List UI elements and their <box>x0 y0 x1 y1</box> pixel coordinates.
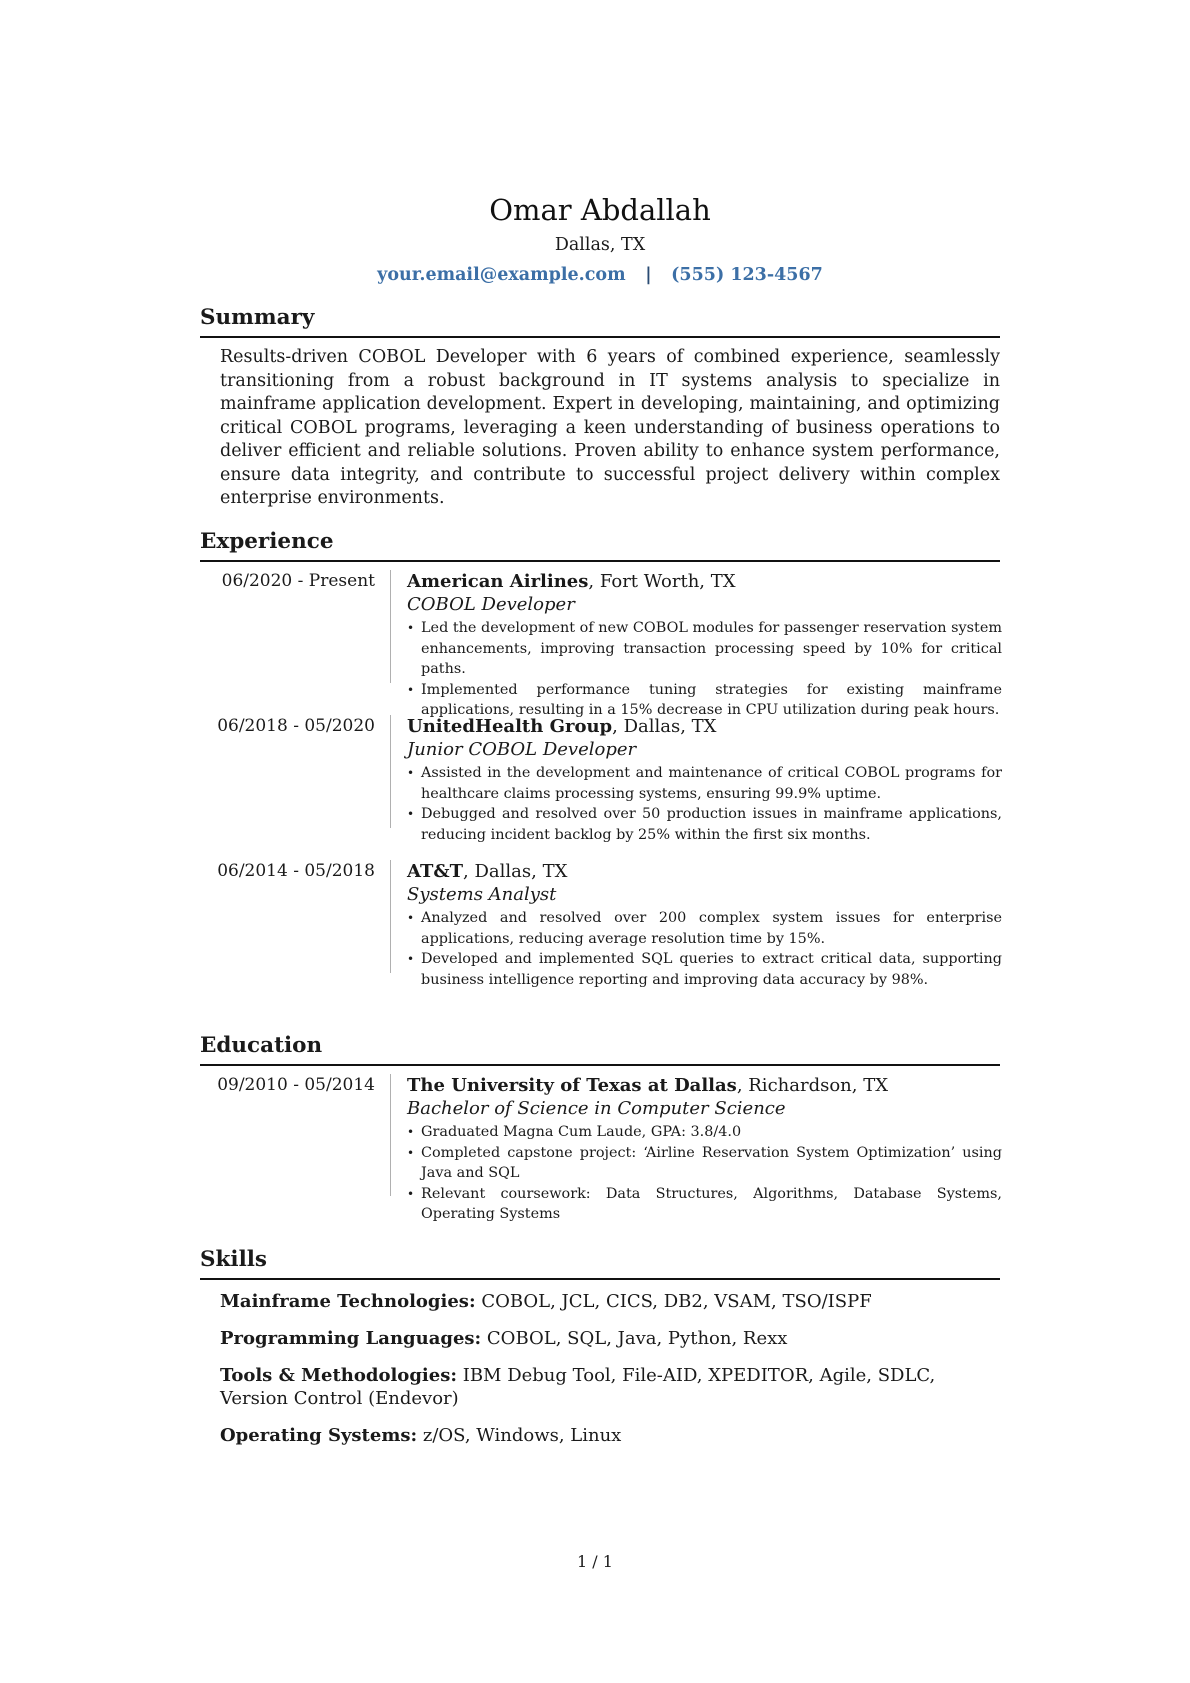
email-link[interactable]: your.email@example.com <box>377 265 626 285</box>
experience-section <box>200 528 1002 988</box>
timeline-divider <box>390 570 391 683</box>
contact-line <box>200 262 1000 288</box>
page-number: 1 / 1 <box>577 1552 613 1571</box>
skill-row <box>220 1290 1000 1313</box>
bullet-item: • Completed capstone project: ‘Airline Reservation System Optimization’ using Java and SQL <box>407 1143 1002 1184</box>
skill-row <box>220 1424 1000 1447</box>
skills-list <box>220 1290 1000 1447</box>
bullet-item: • Debugged and resolved over 50 production issues in mainframe applications, reducing incident backlog by 25% within the first six months. <box>407 804 1002 845</box>
section-title-summary: Summary <box>200 304 1000 338</box>
skill-label: Operating Systems: <box>220 1425 418 1446</box>
resume-header <box>200 190 1000 288</box>
organization-location: , Dallas, TX <box>612 716 717 737</box>
organization-name: American Airlines <box>407 571 589 592</box>
phone-link[interactable]: (555) 123-4567 <box>671 265 823 285</box>
organization-location: , Fort Worth, TX <box>588 571 736 592</box>
bullet-item: • Graduated Magna Cum Laude, GPA: 3.8/4.0 <box>407 1122 1002 1143</box>
skills-section <box>200 1246 1000 1461</box>
skill-row <box>220 1327 1000 1350</box>
entry-role: COBOL Developer <box>407 594 575 615</box>
skill-label: Tools & Methodologies: <box>220 1365 457 1386</box>
candidate-location: Dallas, TX <box>554 235 646 255</box>
summary-text: Results-driven COBOL Developer with 6 years of combined experience, seamlessly transitioning from a robust background in IT systems analysis to specialize in mainframe application development. Expert in developing, maintaining, and optimizing critical COBOL programs, leveraging a keen understanding of business operations to deliver efficient and reliable solutions. Proven ability to enhance system performance, ensure data integrity, and contribute to successful project delivery within complex enterprise environments. <box>220 347 1000 508</box>
timeline-divider <box>390 860 391 973</box>
entry-date: 06/2018 - 05/2020 <box>217 716 375 736</box>
entry-role: Bachelor of Science in Computer Science <box>407 1098 786 1119</box>
skill-value: IBM Debug Tool, File-AID, XPEDITOR, Agile, SDLC, Version Control (Endevor) <box>220 1365 936 1409</box>
timeline-divider <box>390 1074 391 1196</box>
section-title-experience: Experience <box>200 528 1000 562</box>
entry-role: Systems Analyst <box>407 884 557 905</box>
skill-value: COBOL, JCL, CICS, DB2, VSAM, TSO/ISPF <box>475 1291 872 1312</box>
skill-label: Mainframe Technologies: <box>220 1291 476 1312</box>
entry-bullets <box>407 763 1002 845</box>
timeline-divider <box>390 715 391 828</box>
entry-date: 06/2020 - Present <box>221 571 375 591</box>
organization-location: , Dallas, TX <box>463 861 568 882</box>
bullet-item: • Relevant coursework: Data Structures, Algorithms, Database Systems, Operating Systems <box>407 1184 1002 1225</box>
entry-date: 06/2014 - 05/2018 <box>217 861 375 881</box>
bullet-item: • Implemented performance tuning strategies for existing mainframe applications, resulting in a 15% decrease in CPU utilization during peak hours. <box>407 680 1002 721</box>
entry-date: 09/2010 - 05/2014 <box>217 1075 375 1095</box>
organization-location: , Richardson, TX <box>736 1075 889 1096</box>
entry-role: Junior COBOL Developer <box>407 739 637 760</box>
entry-bullets <box>407 1122 1002 1225</box>
summary-section <box>200 304 1000 511</box>
skill-value: COBOL, SQL, Java, Python, Rexx <box>481 1328 788 1349</box>
organization-name: The University of Texas at Dallas <box>407 1075 737 1096</box>
candidate-name: Omar Abdallah <box>489 193 711 227</box>
education-section <box>200 1032 1002 1222</box>
section-title-skills: Skills <box>200 1246 1000 1280</box>
entry-content <box>407 715 1002 845</box>
resume-page <box>200 190 1002 1446</box>
entry-bullets <box>407 618 1002 721</box>
skill-label: Programming Languages: <box>220 1328 482 1349</box>
entry-content <box>407 860 1002 990</box>
entry-organization <box>407 570 1002 593</box>
organization-name: UnitedHealth Group <box>407 716 613 737</box>
bullet-item: • Led the development of new COBOL modules for passenger reservation system enhancements, improving transaction processing speed by 10% for critical paths. <box>407 618 1002 680</box>
bullet-item: • Developed and implemented SQL queries to extract critical data, supporting business intelligence reporting and improving data accuracy by 98%. <box>407 949 1002 990</box>
entry-organization <box>407 1074 1002 1097</box>
section-title-education: Education <box>200 1032 1000 1066</box>
entry-organization <box>407 860 1002 883</box>
entry-content <box>407 570 1002 721</box>
skill-value: z/OS, Windows, Linux <box>417 1425 622 1446</box>
contact-separator: | <box>645 265 652 285</box>
bullet-item: • Analyzed and resolved over 200 complex system issues for enterprise applications, reducing average resolution time by 15%. <box>407 908 1002 949</box>
skill-row <box>220 1364 1000 1410</box>
entry-organization <box>407 715 1002 738</box>
bullet-item: • Assisted in the development and maintenance of critical COBOL programs for healthcare claims processing systems, ensuring 99.9% uptime. <box>407 763 1002 804</box>
entry-content <box>407 1074 1002 1225</box>
entry-bullets <box>407 908 1002 990</box>
organization-name: AT&T <box>407 861 464 882</box>
